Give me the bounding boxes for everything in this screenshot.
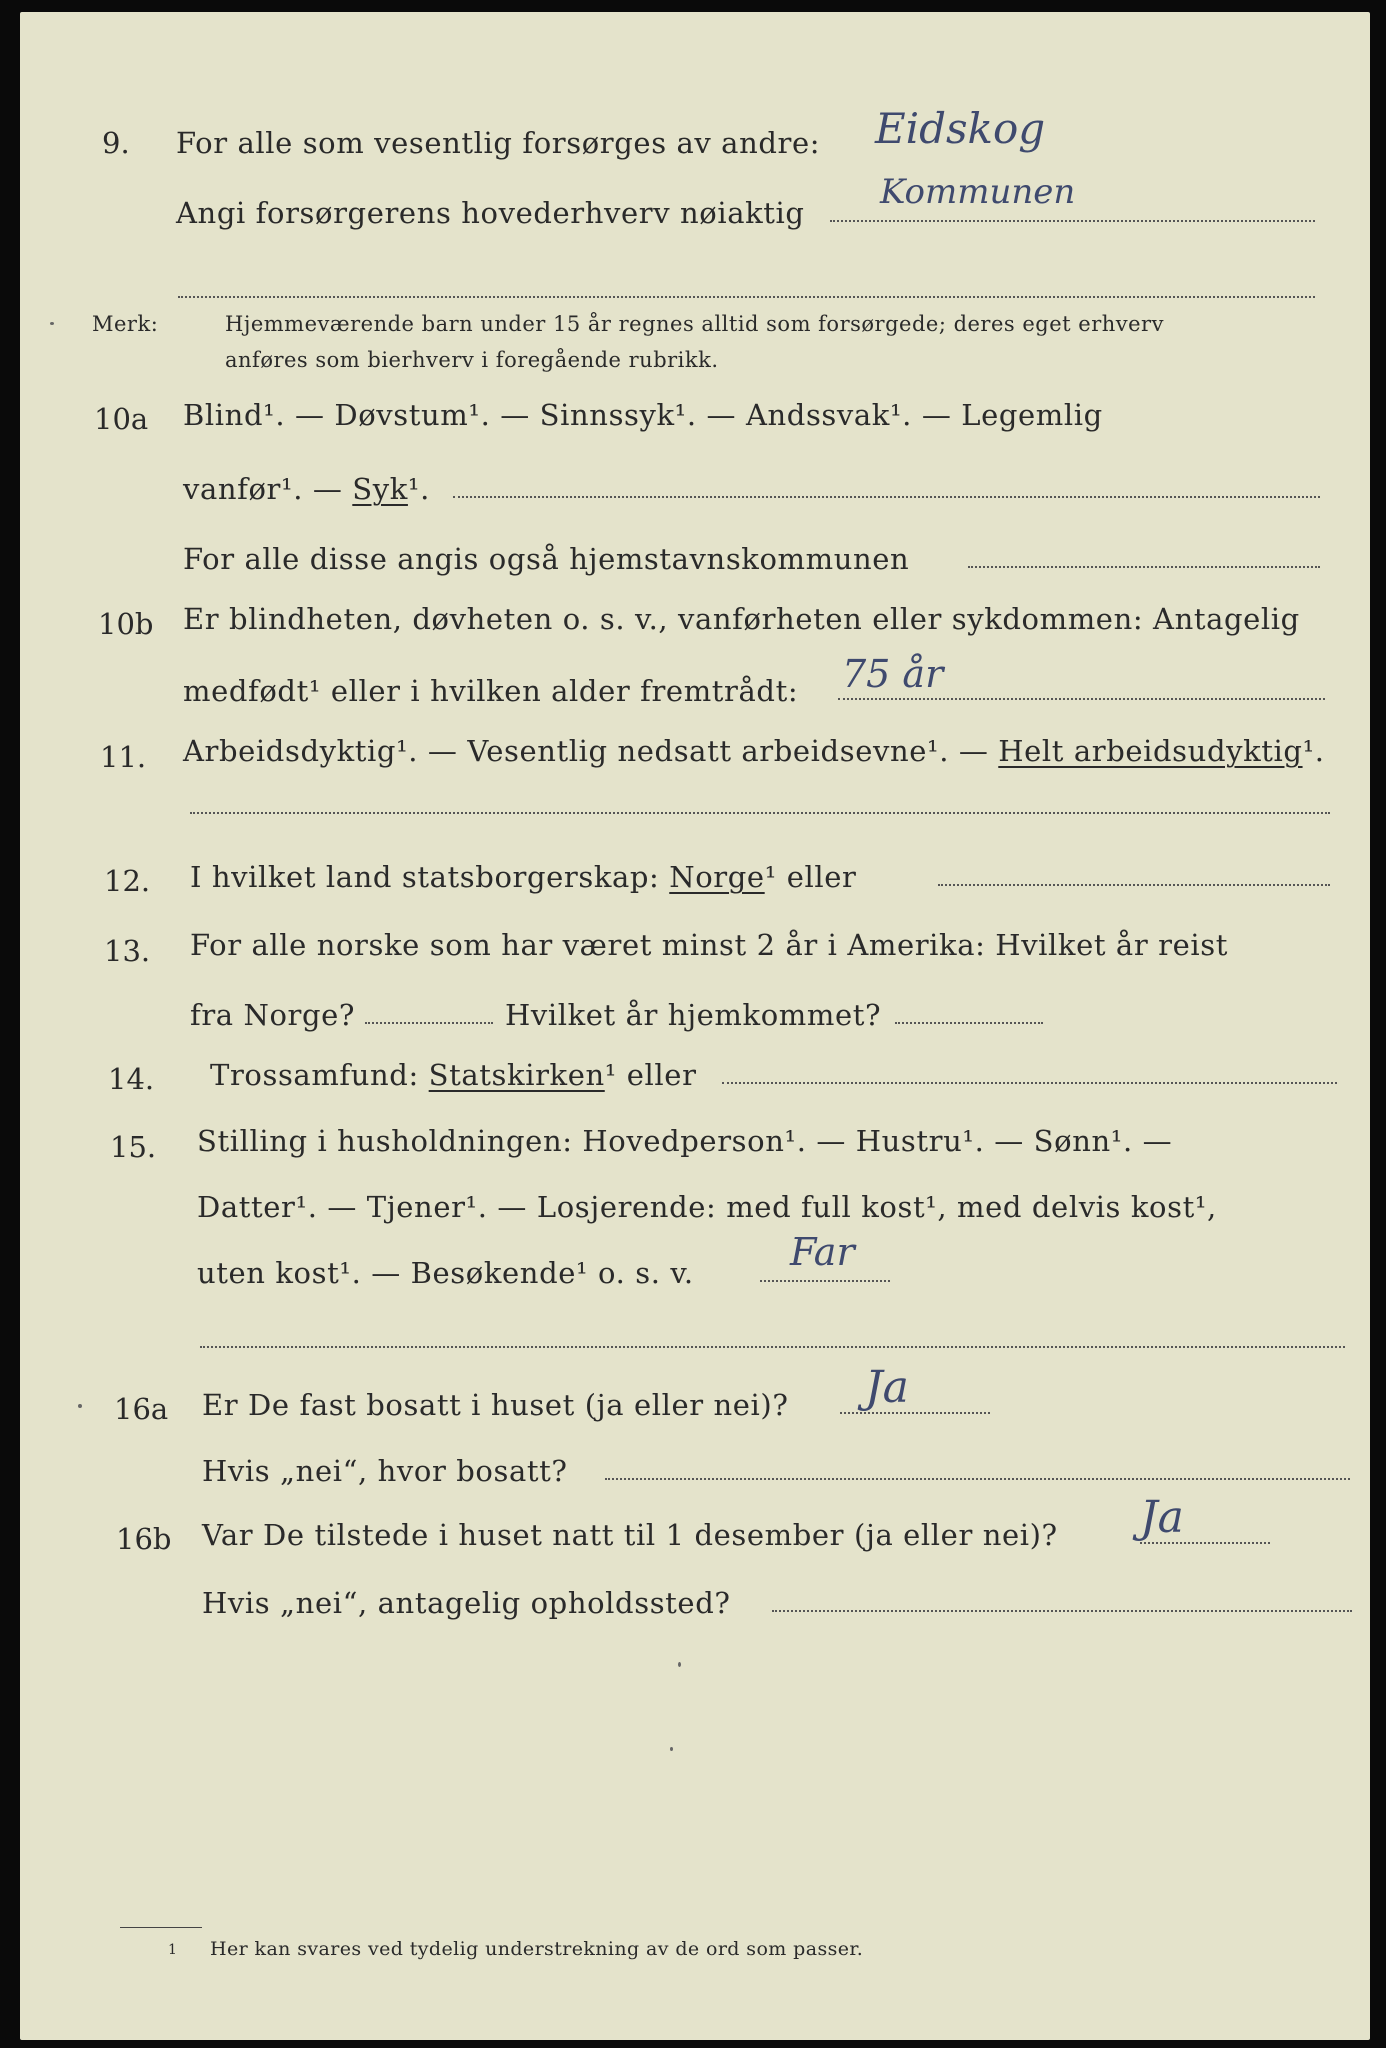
paper-speck <box>78 1404 82 1408</box>
paper-speck <box>670 1747 673 1751</box>
q9-extra-line <box>178 296 1315 298</box>
q16b-line1: Var De tilstede i huset natt til 1 desember (ja eller nei)? <box>202 1518 1058 1552</box>
census-form-page <box>20 12 1370 2040</box>
q9-line1: For alle som vesentlig forsørges av andre: <box>176 126 821 160</box>
q12-norge-underlined: Norge <box>669 860 765 894</box>
q10a-number: 10a <box>94 402 149 436</box>
q9-number: 9. <box>102 126 130 160</box>
q11-text: Arbeidsdyktig¹. — Vesentlig nedsatt arbeidsevne¹. — Helt arbeidsudyktig¹. <box>183 734 1325 768</box>
q15-line2: Datter¹. — Tjener¹. — Losjerende: med full kost¹, med delvis kost¹, <box>197 1190 1217 1224</box>
q15-number: 15. <box>110 1130 157 1164</box>
footnote-rule <box>120 1927 202 1928</box>
q10a-line2: vanfør¹. — Syk¹. <box>183 472 430 506</box>
q9-answer-eidskog: Eidskog <box>875 104 1046 153</box>
note-line2: anføres som bierhverv i foregående rubrikk. <box>225 348 719 372</box>
q15-answer-line <box>760 1280 890 1282</box>
q10b-line2: medfødt¹ eller i hvilken alder fremtrådt: <box>183 674 799 708</box>
q16b-number: 16b <box>116 1522 172 1556</box>
q10a-line1: Blind¹. — Døvstum¹. — Sinnssyk¹. — Andssvak¹. — Legemlig <box>183 398 1103 432</box>
q16a-line2: Hvis „nei“, hvor bosatt? <box>202 1454 568 1488</box>
q16a-number: 16a <box>114 1392 169 1426</box>
q14-answer-line <box>722 1082 1337 1084</box>
q16a-answer-line <box>840 1412 990 1414</box>
q10a-syk-underlined: Syk <box>352 472 408 506</box>
q10b-line1: Er blindheten, døvheten o. s. v., vanførheten eller sykdommen: Antagelig <box>183 602 1300 636</box>
q11-helt-arbeidsudyktig-underlined: Helt arbeidsudyktig <box>998 734 1303 768</box>
q9-line2: Angi forsørgerens hovederhverv nøiaktig <box>176 196 805 230</box>
q14-number: 14. <box>108 1062 155 1096</box>
note-label: Merk: <box>92 312 159 336</box>
q10b-answer-line <box>838 698 1325 700</box>
q10a-answer-line <box>453 496 1320 498</box>
q13-line2a: fra Norge? <box>190 998 356 1032</box>
q10b-answer-age: 75 år <box>842 652 944 696</box>
paper-speck <box>678 1662 681 1667</box>
q13-line2b: Hvilket år hjemkommet? <box>505 998 882 1032</box>
q9-answer-line <box>830 220 1315 222</box>
q16b-opholdssted-line <box>772 1610 1352 1612</box>
q16b-answer-line <box>1140 1542 1270 1544</box>
q14-statskirken-underlined: Statskirken <box>428 1058 605 1092</box>
footnote-marker: 1 <box>168 1942 178 1958</box>
q11-extra-line <box>190 812 1330 814</box>
q13-line1: For alle norske som har været minst 2 år i Amerika: Hvilket år reist <box>190 928 1228 962</box>
paper-speck <box>50 322 54 325</box>
footnote-text: Her kan svares ved tydelig understrekning av de ord som passer. <box>210 1938 864 1960</box>
q11-number: 11. <box>100 740 147 774</box>
q13-number: 13. <box>104 934 151 968</box>
q9-answer-kommunen: Kommunen <box>880 172 1076 212</box>
q14-text: Trossamfund: Statskirken¹ eller <box>210 1058 697 1092</box>
q12-answer-line <box>938 884 1330 886</box>
q12-text: I hvilket land statsborgerskap: Norge¹ eller <box>190 860 857 894</box>
q12-number: 12. <box>104 864 151 898</box>
q16a-answer-ja: Ja <box>865 1362 909 1413</box>
note-line1: Hjemmeværende barn under 15 år regnes alltid som forsørgede; deres eget erhverv <box>225 312 1164 336</box>
q15-line3: uten kost¹. — Besøkende¹ o. s. v. <box>197 1256 694 1290</box>
q10a-kommune-line <box>968 566 1320 568</box>
q15-extra-line <box>200 1346 1345 1348</box>
q10b-number: 10b <box>98 607 154 641</box>
q15-answer-far: Far <box>790 1230 855 1274</box>
q15-line1: Stilling i husholdningen: Hovedperson¹. — Hustru¹. — Sønn¹. — <box>197 1124 1173 1158</box>
q16a-line1: Er De fast bosatt i huset (ja eller nei)? <box>202 1388 789 1422</box>
q13-reist-line <box>365 1022 493 1024</box>
q16b-line2: Hvis „nei“, antagelig opholdssted? <box>202 1586 731 1620</box>
q16b-answer-ja: Ja <box>1140 1492 1184 1543</box>
q16a-bosatt-line <box>605 1478 1350 1480</box>
q13-hjemkommet-line <box>895 1022 1043 1024</box>
q10a-line3: For alle disse angis også hjemstavnskommunen <box>183 542 910 576</box>
